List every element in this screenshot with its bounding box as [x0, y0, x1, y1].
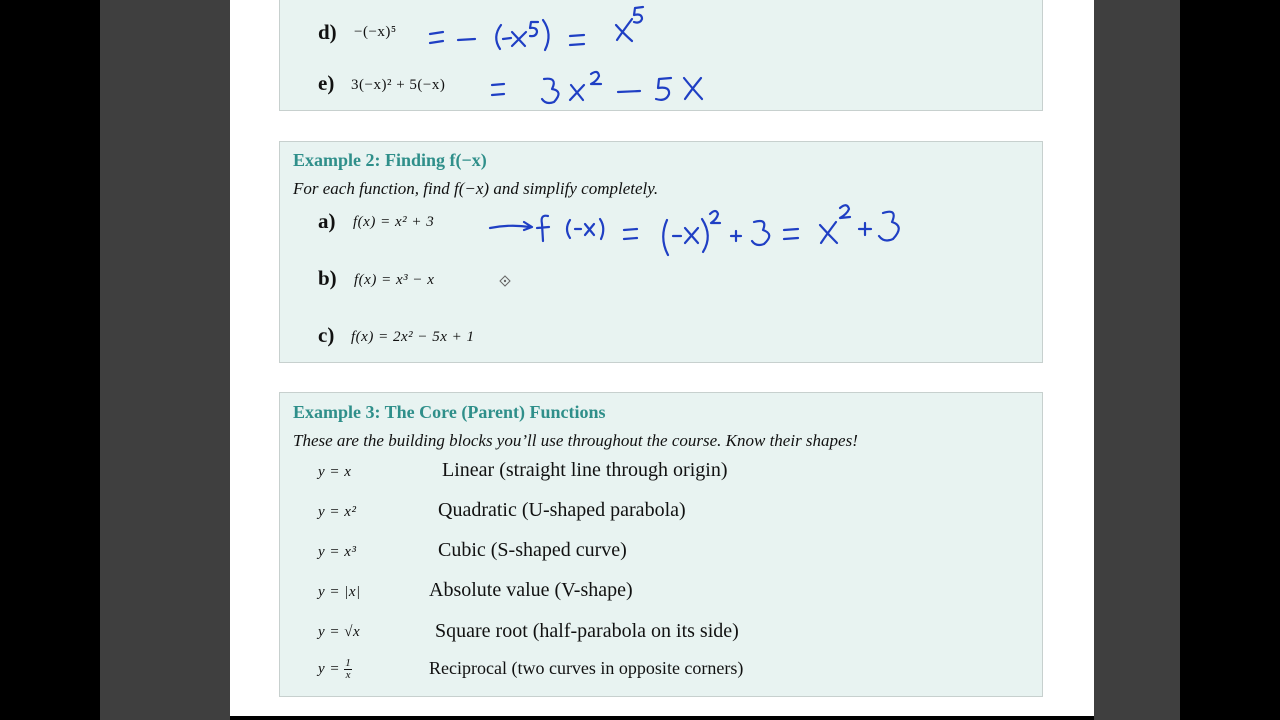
item-label-c: c) [318, 323, 335, 347]
function-equation-absolute: y = |x| [318, 584, 361, 600]
function-equation-sqrt: y = √x [318, 624, 361, 640]
function-description-absolute: Absolute value (V-shape) [429, 579, 633, 601]
function-description-reciprocal: Reciprocal (two curves in opposite corners) [429, 658, 744, 678]
right-viewer-gutter [1094, 0, 1180, 720]
function-equation-quadratic: y = x² [318, 504, 357, 520]
function-description-sqrt: Square root (half-parabola on its side) [435, 620, 739, 642]
item-label-a: a) [318, 209, 336, 233]
reciprocal-fraction: $\frac{1}{x}$ [345, 657, 352, 681]
function-description-linear: Linear (straight line through origin) [442, 459, 728, 481]
pen-cursor-icon [499, 275, 511, 287]
item-label-d: d) [318, 20, 337, 44]
expression-a: f(x) = x² + 3 [353, 214, 435, 230]
item-label-e: e) [318, 71, 335, 95]
document-page [230, 0, 1094, 716]
handwriting-e [280, 0, 1044, 112]
left-viewer-gutter [100, 0, 230, 720]
expression-b: f(x) = x³ − x [354, 272, 435, 288]
function-equation-reciprocal: y = $\frac{1}{x}$ [318, 657, 352, 681]
function-description-cubic: Cubic (S-shaped curve) [438, 539, 627, 561]
expression-e: 3(−x)² + 5(−x) [351, 77, 446, 93]
example1-box [279, 0, 1043, 111]
item-label-b: b) [318, 266, 337, 290]
example3-box [279, 392, 1043, 697]
example3-title: Example 3: The Core (Parent) Functions [293, 402, 606, 422]
expression-d: −(−x)⁵ [354, 24, 397, 40]
example2-instructions: For each function, find f(−x) and simplify completely. [293, 179, 659, 198]
left-black-border [0, 0, 100, 720]
expression-c: f(x) = 2x² − 5x + 1 [351, 329, 475, 345]
example2-title: Example 2: Finding f(−x) [293, 150, 487, 170]
function-equation-linear: y = x [318, 464, 352, 480]
function-equation-cubic: y = x³ [318, 544, 357, 560]
right-black-border [1180, 0, 1280, 720]
example2-box [279, 141, 1043, 363]
example3-instructions: These are the building blocks you’ll use throughout the course. Know their shapes! [293, 431, 858, 450]
function-description-quadratic: Quadratic (U-shaped parabola) [438, 499, 686, 521]
